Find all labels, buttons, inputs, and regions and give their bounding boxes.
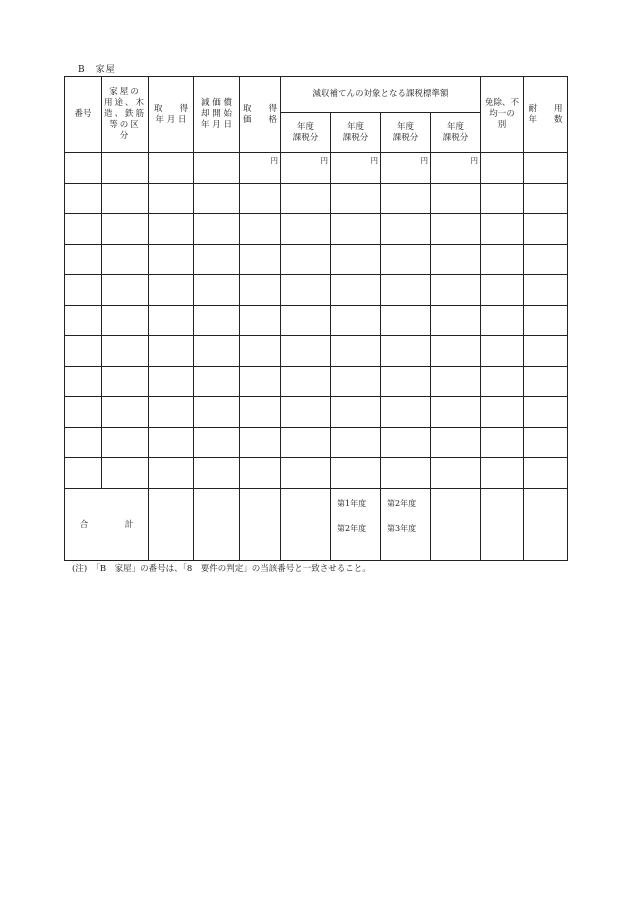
total-cell[interactable]: [481, 488, 524, 560]
table-cell[interactable]: [65, 275, 102, 306]
table-cell[interactable]: [149, 244, 194, 275]
table-cell[interactable]: [149, 458, 194, 489]
table-cell[interactable]: [281, 275, 331, 306]
table-cell[interactable]: [240, 275, 281, 306]
table-cell[interactable]: [281, 244, 331, 275]
header-tax-base-group: 減収補てんの対象となる課税標準額: [281, 77, 481, 113]
table-cell[interactable]: [381, 366, 431, 397]
table-cell[interactable]: [240, 305, 281, 336]
table-cell[interactable]: [481, 275, 524, 306]
header-depreciation-start: 減 価 償 却 開 始 年 月 日: [194, 77, 240, 153]
table-row: [65, 153, 568, 184]
total-cell[interactable]: [194, 488, 240, 560]
header-usage: 家屋の 用途、木 造、鉄筋 等の区 分: [102, 77, 149, 153]
table-row: [65, 183, 568, 214]
table-cell[interactable]: [431, 305, 481, 336]
table-cell[interactable]: 円: [281, 153, 331, 184]
total-year-col2[interactable]: 第2年度 第3年度: [381, 488, 431, 560]
table-cell[interactable]: [381, 275, 431, 306]
table-cell[interactable]: [65, 397, 102, 428]
table-cell[interactable]: [194, 458, 240, 489]
table-cell[interactable]: [194, 183, 240, 214]
table-cell[interactable]: [194, 275, 240, 306]
header-fiscal-year-1: 年度 課税分: [281, 113, 331, 153]
total-cell[interactable]: [149, 488, 194, 560]
table-cell[interactable]: [240, 427, 281, 458]
table-cell[interactable]: [240, 397, 281, 428]
table-cell[interactable]: [102, 305, 149, 336]
header-fiscal-year-2: 年度 課税分: [331, 113, 381, 153]
table-cell[interactable]: [524, 427, 568, 458]
table-cell[interactable]: [281, 427, 331, 458]
table-cell[interactable]: [102, 275, 149, 306]
header-fiscal-year-4: 年度 課税分: [431, 113, 481, 153]
table-cell[interactable]: [102, 366, 149, 397]
table-cell[interactable]: [524, 214, 568, 245]
table-cell[interactable]: [194, 336, 240, 367]
table-cell[interactable]: [431, 183, 481, 214]
table-cell[interactable]: [194, 214, 240, 245]
table-cell[interactable]: [240, 214, 281, 245]
table-cell[interactable]: [194, 366, 240, 397]
table-cell[interactable]: [240, 183, 281, 214]
table-cell[interactable]: [381, 183, 431, 214]
table-cell[interactable]: [381, 214, 431, 245]
table-cell[interactable]: [481, 427, 524, 458]
table-cell[interactable]: [281, 183, 331, 214]
table-cell[interactable]: [481, 458, 524, 489]
table-cell[interactable]: [331, 305, 381, 336]
table-cell[interactable]: [431, 397, 481, 428]
table-cell[interactable]: [65, 336, 102, 367]
table-cell[interactable]: [481, 244, 524, 275]
table-cell[interactable]: [431, 458, 481, 489]
total-cell[interactable]: [524, 488, 568, 560]
table-cell[interactable]: [331, 458, 381, 489]
table-cell[interactable]: [149, 366, 194, 397]
table-row: [65, 458, 568, 489]
table-cell[interactable]: [65, 153, 102, 184]
table-row: [65, 244, 568, 275]
table-cell[interactable]: [102, 244, 149, 275]
table-cell[interactable]: [431, 336, 481, 367]
table-cell[interactable]: [149, 336, 194, 367]
table-cell[interactable]: [331, 214, 381, 245]
header-exemption: 免除、不 均一の 別: [481, 77, 524, 153]
table-cell[interactable]: 円: [431, 153, 481, 184]
table-cell[interactable]: [149, 153, 194, 184]
table-cell[interactable]: [331, 366, 381, 397]
table-cell[interactable]: [381, 244, 431, 275]
table-cell[interactable]: [331, 397, 381, 428]
table-cell[interactable]: [381, 336, 431, 367]
table-cell[interactable]: [481, 305, 524, 336]
total-cell[interactable]: [281, 488, 331, 560]
table-cell[interactable]: [194, 397, 240, 428]
section-title: B 家屋: [78, 65, 116, 75]
table-cell[interactable]: [149, 397, 194, 428]
table-cell[interactable]: [149, 427, 194, 458]
table-cell[interactable]: [481, 153, 524, 184]
table-row: [65, 397, 568, 428]
table-cell[interactable]: [102, 427, 149, 458]
table-cell[interactable]: [481, 214, 524, 245]
table-cell[interactable]: [102, 397, 149, 428]
table-cell[interactable]: [381, 397, 431, 428]
table-cell[interactable]: [381, 458, 431, 489]
table-cell[interactable]: 円: [240, 153, 281, 184]
table-cell[interactable]: [524, 183, 568, 214]
table-cell[interactable]: [281, 336, 331, 367]
table-cell[interactable]: [524, 275, 568, 306]
table-cell[interactable]: [281, 397, 331, 428]
total-label: 合 計: [65, 488, 149, 560]
total-year-col1[interactable]: 第1年度 第2年度: [331, 488, 381, 560]
table-cell[interactable]: [431, 244, 481, 275]
table-row: [65, 214, 568, 245]
table-cell[interactable]: [481, 183, 524, 214]
table-cell[interactable]: [65, 183, 102, 214]
table-cell[interactable]: [102, 458, 149, 489]
table-cell[interactable]: [65, 244, 102, 275]
table-cell[interactable]: [524, 336, 568, 367]
table-cell[interactable]: [65, 366, 102, 397]
table-cell[interactable]: [149, 275, 194, 306]
footnote: (注) 「B 家屋」の番号は、「8 要件の判定」の当該番号と一致させること。: [72, 564, 371, 574]
table-cell[interactable]: [431, 366, 481, 397]
table-cell[interactable]: [524, 397, 568, 428]
table-cell[interactable]: [331, 244, 381, 275]
table-cell[interactable]: [194, 244, 240, 275]
table-cell[interactable]: [65, 305, 102, 336]
table-cell[interactable]: [524, 366, 568, 397]
table-cell[interactable]: [524, 153, 568, 184]
total-cell[interactable]: [240, 488, 281, 560]
table-cell[interactable]: [65, 427, 102, 458]
table-cell[interactable]: [331, 183, 381, 214]
header-useful-life: 耐 用 年 数: [524, 77, 568, 153]
table-cell[interactable]: [149, 214, 194, 245]
table-row: [65, 275, 568, 306]
table-cell[interactable]: [281, 458, 331, 489]
table-cell[interactable]: [149, 305, 194, 336]
header-fiscal-year-3: 年度 課税分: [381, 113, 431, 153]
table-cell[interactable]: [381, 427, 431, 458]
table-cell[interactable]: [102, 336, 149, 367]
table-cell[interactable]: [481, 397, 524, 428]
header-acquisition-price: 取 得 価 格: [240, 77, 281, 153]
table-cell[interactable]: 円: [381, 153, 431, 184]
table-cell[interactable]: [281, 366, 331, 397]
table-cell[interactable]: [194, 305, 240, 336]
table-cell[interactable]: [281, 214, 331, 245]
header-acquisition-date: 取 得 年 月 日: [149, 77, 194, 153]
table-cell[interactable]: [524, 244, 568, 275]
table-cell[interactable]: [331, 427, 381, 458]
table-cell[interactable]: [524, 458, 568, 489]
table-cell[interactable]: [102, 214, 149, 245]
table-cell[interactable]: [240, 244, 281, 275]
table-cell[interactable]: [431, 275, 481, 306]
table-cell[interactable]: [102, 153, 149, 184]
table-cell[interactable]: [240, 366, 281, 397]
table-cell[interactable]: [65, 458, 102, 489]
table-cell[interactable]: 円: [331, 153, 381, 184]
table-cell[interactable]: [240, 458, 281, 489]
total-cell[interactable]: [431, 488, 481, 560]
table-cell[interactable]: [149, 183, 194, 214]
table-cell[interactable]: [331, 336, 381, 367]
table-row: [65, 427, 568, 458]
table-cell[interactable]: [524, 305, 568, 336]
table-row: [65, 336, 568, 367]
table-cell[interactable]: [431, 427, 481, 458]
house-property-table: [64, 76, 568, 561]
table-cell[interactable]: [281, 305, 331, 336]
table-cell[interactable]: [102, 183, 149, 214]
table-cell[interactable]: [240, 336, 281, 367]
table-row: [65, 305, 568, 336]
table-cell[interactable]: [481, 366, 524, 397]
table-row: [65, 366, 568, 397]
table-cell[interactable]: [65, 214, 102, 245]
table-cell[interactable]: [331, 275, 381, 306]
table-cell[interactable]: [431, 214, 481, 245]
table-cell[interactable]: [481, 336, 524, 367]
table-cell[interactable]: [194, 153, 240, 184]
table-cell[interactable]: [381, 305, 431, 336]
table-cell[interactable]: [194, 427, 240, 458]
header-number: 番号: [65, 77, 102, 153]
